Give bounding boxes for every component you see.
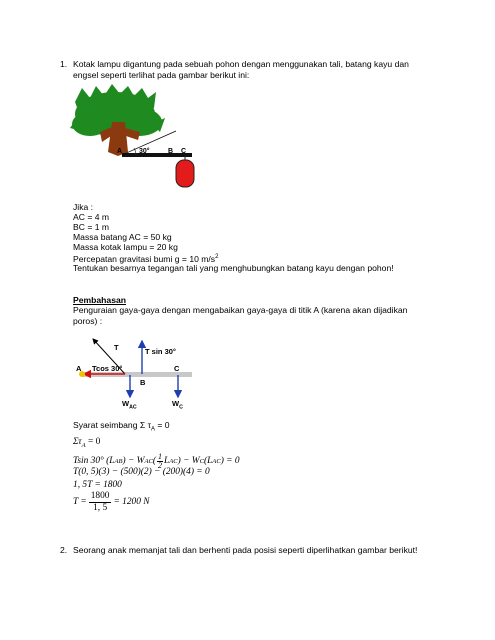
- eq-fraction-half: 1 2: [157, 451, 162, 470]
- given-ac: AC = 4 m: [73, 212, 110, 222]
- fig2-label-c: C: [174, 364, 180, 373]
- q1-text-line1: Kotak lampu digantung pada sebuah pohon dengan menggunakan tali, batang kayu dan: [73, 59, 409, 69]
- fig2-label-wac: $W_{AC}$: [122, 399, 137, 411]
- fig2-label-tsin: T sin 30°: [145, 347, 176, 356]
- solution-heading: Pembahasan: [73, 295, 127, 305]
- given-mass-lamp: Massa kotak lampu = 20 kg: [73, 242, 178, 252]
- eq-fraction-result: $\frac{1800}{1, 5}$: [90, 490, 110, 513]
- q2-text: Seorang anak memanjat tali dan berhenti pada posisi seperti diperlihatkan gambar berikut!: [73, 545, 418, 555]
- given-bc: BC = 1 m: [73, 222, 110, 232]
- q1-number: 1.: [60, 59, 68, 69]
- q2-number: 2.: [60, 545, 68, 555]
- figure-tree-lamp: [70, 84, 200, 192]
- given-gravity: Percepatan gravitasi bumi g = 10 $m/s^2$: [73, 253, 219, 264]
- solution-intro-line2: poros) :: [73, 316, 103, 326]
- given-heading: Jika :: [73, 202, 94, 212]
- fig2-label-tcos: Tcos 30°: [92, 364, 123, 373]
- lamp-box: [176, 160, 194, 187]
- q1-text-line2: engsel seperti terlihat pada gambar berikut ini:: [73, 70, 250, 80]
- fig1-label-c: C: [181, 148, 187, 155]
- eq-substituted: T(0, 5)(3) − (500)(2) − (200)(4) = 0: [73, 467, 210, 477]
- fig2-label-wc: $W_C$: [172, 399, 183, 411]
- given-question: Tentukan besarnya tegangan tali yang menghubungkan batang kayu dengan pohon!: [73, 263, 394, 273]
- solution-intro-line1: Penguraian gaya-gaya dengan mengabaikan gaya-gaya di titik A (karena akan dijadikan: [73, 305, 408, 315]
- fig1-angle: 30°: [139, 148, 150, 155]
- fig2-label-b: B: [140, 378, 146, 387]
- fig1-label-a: A: [117, 148, 123, 155]
- eq-result: T = $\frac{1800}{1, 5}$ = 1200 N: [73, 490, 150, 513]
- eq-torque-expanded: Tsin 30° (L AB ) − W AC ( 1 2 L AC ) − W C (L AC ) = 0: [73, 451, 240, 470]
- given-mass-beam: Massa batang AC = 50 kg: [73, 232, 172, 242]
- equilibrium-text: Syarat seimbang Σ $\tau_A = 0$: [73, 420, 170, 433]
- fig2-label-t: T: [114, 343, 119, 352]
- eq-simplified: 1, 5T = 1800: [73, 480, 122, 490]
- eq-sum-torque: $\Sigma\tau_A = 0$: [73, 437, 101, 449]
- fig2-label-a: A: [76, 364, 82, 373]
- fig1-label-b: B: [168, 148, 174, 155]
